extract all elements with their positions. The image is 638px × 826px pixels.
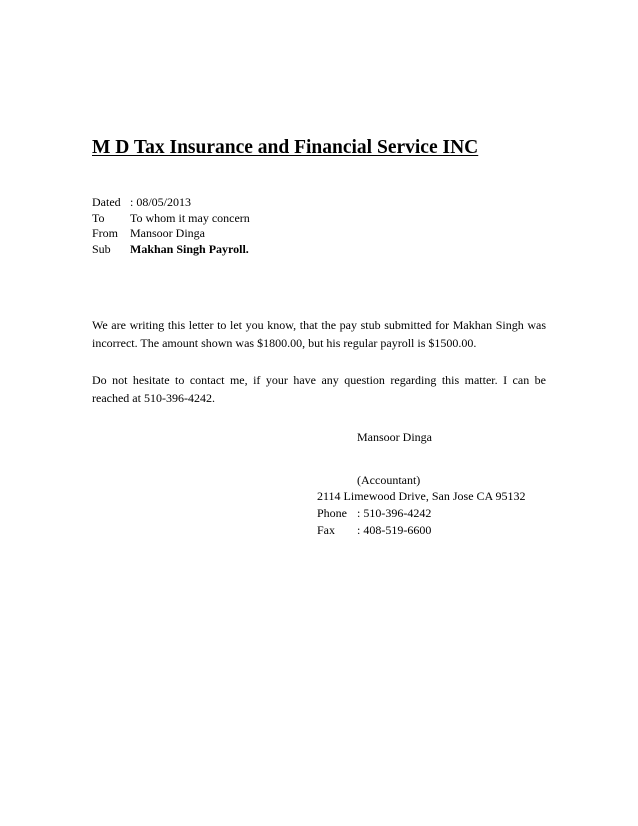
company-title: M D Tax Insurance and Financial Service INC [92, 137, 479, 158]
address-text: 2114 Limewood Drive, San Jose CA 95132 [317, 489, 526, 503]
signature-contact-block [317, 488, 526, 539]
from-row [92, 226, 250, 242]
signature-phone [317, 505, 526, 522]
signature-role: (Accountant) [357, 473, 421, 487]
dated-value: : 08/05/2013 [130, 195, 192, 209]
body-paragraph-1: We are writing this letter to let you know, that the pay stub submitted for Makhan Singh was incorrect. The amount shown was $1800.00, but his regular payroll is $1500.00. [92, 318, 546, 350]
to-value: To whom it may concern [130, 210, 250, 225]
dated-row [92, 195, 250, 211]
dated-label: Dated [92, 195, 121, 209]
letter-header-fields [92, 195, 250, 257]
from-label: From [92, 226, 119, 240]
subject-value: Makhan Singh Payroll. [130, 241, 249, 256]
signature-fax [317, 522, 526, 539]
from-value: Mansoor Dinga [130, 226, 205, 240]
subject-row [92, 242, 250, 258]
fax-label: Fax [317, 523, 335, 537]
fax-value: : 408-519-6600 [357, 523, 432, 537]
to-row [92, 211, 250, 227]
phone-value: : 510-396-4242 [357, 506, 432, 520]
to-label: To [92, 210, 105, 225]
phone-label: Phone [317, 506, 347, 520]
subject-label: Sub [92, 241, 111, 256]
signature-address [317, 488, 526, 505]
body-paragraph-2: Do not hesitate to contact me, if your have any question regarding this matter. I can be reached at 510-396-4242. [92, 373, 546, 405]
signature-name: Mansoor Dinga [357, 430, 432, 444]
